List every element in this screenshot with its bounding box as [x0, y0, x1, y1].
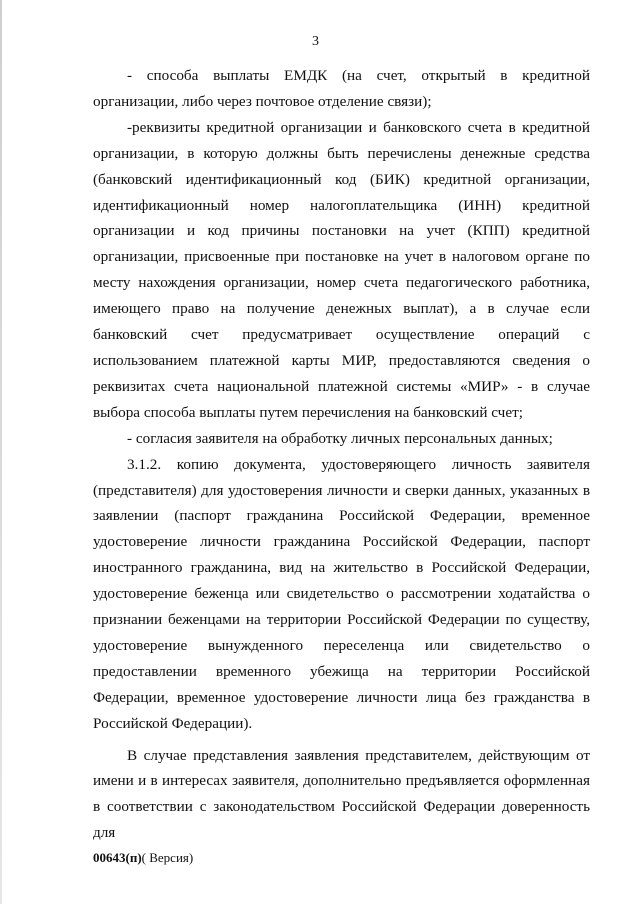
paragraph-representative: В случае представления заявления представителем, действующим от имени и в интересах заявителя, дополнительно предъявляется оформленная в соответствии с законодательством Российской Федерации доверенность для — [93, 746, 590, 842]
footer-code: 00643(п) — [93, 850, 142, 865]
document-body — [93, 63, 590, 846]
paragraph-payment-method: - способа выплаты ЕМДК (на счет, открытый в кредитной организации, либо через почтовое отделение связи); — [93, 67, 590, 110]
paragraph-consent: - согласия заявителя на обработку личных персональных данных; — [127, 429, 553, 447]
paragraph-bank-details: -реквизиты кредитной организации и банковского счета в кредитной организации, в которую должны быть перечислены денежные средства (банковский идентификационный код (БИК) кредитной организации, идентификационный номер налогоплательщика (ИНН) кредитной организации и код причины постановки на учет (КПП) кредитной организации, присвоенные при постановке на учет в налоговом органе по месту нахождения организации, номер счета педагогического работника, имеющего право на получение денежных выплат), а в случае если банковский счет предусматривает осуществление операций с использованием платежной карты МИР, предоставляются сведения о реквизитах счета национальной платежной системы «МИР» - в случае выбора способа выплаты путем перечисления на банковский счет; — [93, 118, 590, 421]
footer-version-label: ( Версия) — [141, 850, 194, 865]
page-number: 3 — [312, 34, 319, 49]
footer-version — [93, 850, 193, 866]
paragraph-identity-document: 3.1.2. копию документа, удостоверяющего личность заявителя (представителя) для удостоверения личности и сверки данных, указанных в заявлении (паспорт гражданина Российской Федерации, временное удостоверение личности гражданина Российской Федерации, паспорт иностранного гражданина, вид на жительство в Российской Федерации, удостоверение беженца или свидетельство о рассмотрении ходатайства о признании беженцами на территории Российской Федерации по существу, удостоверение вынужденного переселенца или свидетельство о предоставлении временного убежища на территории Российской Федерации, временное удостоверение личности лица без гражданства в Российской Федерации). — [93, 455, 590, 732]
scan-edge — [0, 0, 2, 904]
